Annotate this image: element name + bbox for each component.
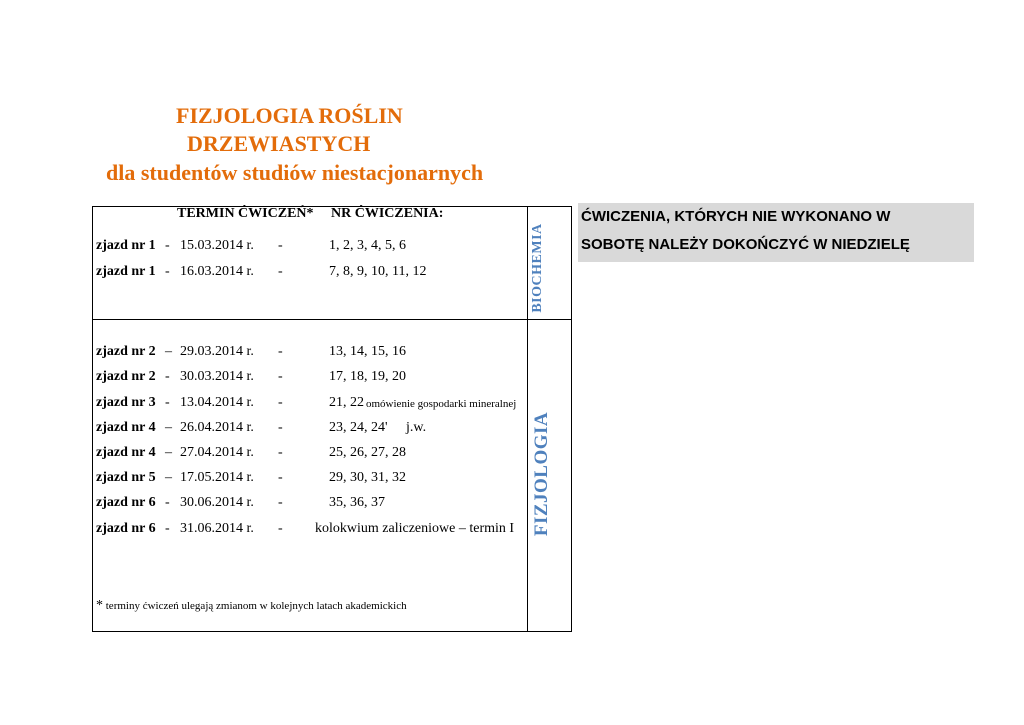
row-dash: - — [278, 521, 283, 536]
row-exercises: 29, 30, 31, 32 — [329, 470, 406, 485]
row-date: 16.03.2014 r. — [180, 264, 254, 279]
zjazd-label: zjazd nr 6 — [96, 521, 156, 536]
row-date: 26.04.2014 r. — [180, 420, 254, 435]
notice-line-1: ĆWICZENIA, KTÓRYCH NIE WYKONANO W — [581, 208, 891, 225]
row-date: 30.06.2014 r. — [180, 495, 254, 510]
row-separator: – — [165, 344, 172, 359]
zjazd-label: zjazd nr 2 — [96, 369, 156, 384]
row-separator: – — [165, 445, 172, 460]
zjazd-label: zjazd nr 5 — [96, 470, 156, 485]
row-dash: - — [278, 264, 283, 279]
zjazd-label: zjazd nr 4 — [96, 420, 156, 435]
row-date: 31.06.2014 r. — [180, 521, 254, 536]
row-date: 30.03.2014 r. — [180, 369, 254, 384]
row-date: 17.05.2014 r. — [180, 470, 254, 485]
row-dash: - — [278, 420, 283, 435]
zjazd-label: zjazd nr 1 — [96, 238, 156, 253]
zjazd-label: zjazd nr 4 — [96, 445, 156, 460]
row-dash: - — [278, 495, 283, 510]
row-separator: – — [165, 420, 172, 435]
row-separator: - — [165, 369, 170, 384]
footnote — [96, 598, 407, 614]
section-divider-bottom — [527, 319, 528, 632]
row-exercises: 7, 8, 9, 10, 11, 12 — [329, 264, 427, 279]
zjazd-label: zjazd nr 1 — [96, 264, 156, 279]
row-exercises: 17, 18, 19, 20 — [329, 369, 406, 384]
row-note: j.w. — [406, 420, 427, 435]
row-dash: - — [278, 470, 283, 485]
title-line-2: DRZEWIASTYCH — [187, 131, 371, 156]
section-divider-top — [527, 206, 528, 320]
title-line-1: FIZJOLOGIA ROŚLIN — [176, 103, 403, 128]
row-separator: - — [165, 395, 170, 410]
row-dash: - — [278, 238, 283, 253]
zjazd-label: zjazd nr 2 — [96, 344, 156, 359]
notice-box — [578, 203, 974, 262]
row-dash: - — [278, 445, 283, 460]
row-exercises: kolokwium zaliczeniowe – termin I — [315, 521, 515, 536]
row-separator: - — [165, 495, 170, 510]
row-separator: - — [165, 264, 170, 279]
row-dash: - — [278, 369, 283, 384]
row-date: 13.04.2014 r. — [180, 395, 254, 410]
row-date: 29.03.2014 r. — [180, 344, 254, 359]
section-label-biochemia: BIOCHEMIA — [530, 223, 545, 313]
schedule-box-biochemistry — [92, 206, 572, 320]
row-separator: – — [165, 470, 172, 485]
zjazd-label: zjazd nr 6 — [96, 495, 156, 510]
row-exercises: 1, 2, 3, 4, 5, 6 — [329, 238, 406, 253]
header-nr-cwiczenia: NR ĆWICZENIA: — [331, 206, 444, 221]
header-termin: TERMIN ĆWICZEŃ* — [177, 206, 314, 221]
row-separator: - — [165, 521, 170, 536]
row-dash: - — [278, 395, 283, 410]
footnote-star: * — [96, 598, 103, 613]
section-label-fizjologia: FIZJOLOGIA — [531, 411, 552, 537]
row-date: 15.03.2014 r. — [180, 238, 254, 253]
zjazd-label: zjazd nr 3 — [96, 395, 156, 410]
row-dash: - — [278, 344, 283, 359]
title-line-3: dla studentów studiów niestacjonarnych — [106, 160, 484, 185]
notice-line-2: SOBOTĘ NALEŻY DOKOŃCZYĆ W NIEDZIELĘ — [581, 236, 910, 253]
row-exercises: 23, 24, 24' — [329, 420, 388, 435]
row-separator: - — [165, 238, 170, 253]
row-exercises: 35, 36, 37 — [329, 495, 385, 510]
row-exercises: 25, 26, 27, 28 — [329, 445, 406, 460]
row-exercises: 21, 22 — [329, 395, 364, 410]
row-date: 27.04.2014 r. — [180, 445, 254, 460]
footnote-text: terminy ćwiczeń ulegają zmianom w kolejnych latach akademickich — [105, 600, 407, 612]
row-exercises: 13, 14, 15, 16 — [329, 344, 406, 359]
row-note: omówienie gospodarki mineralnej — [366, 398, 517, 410]
